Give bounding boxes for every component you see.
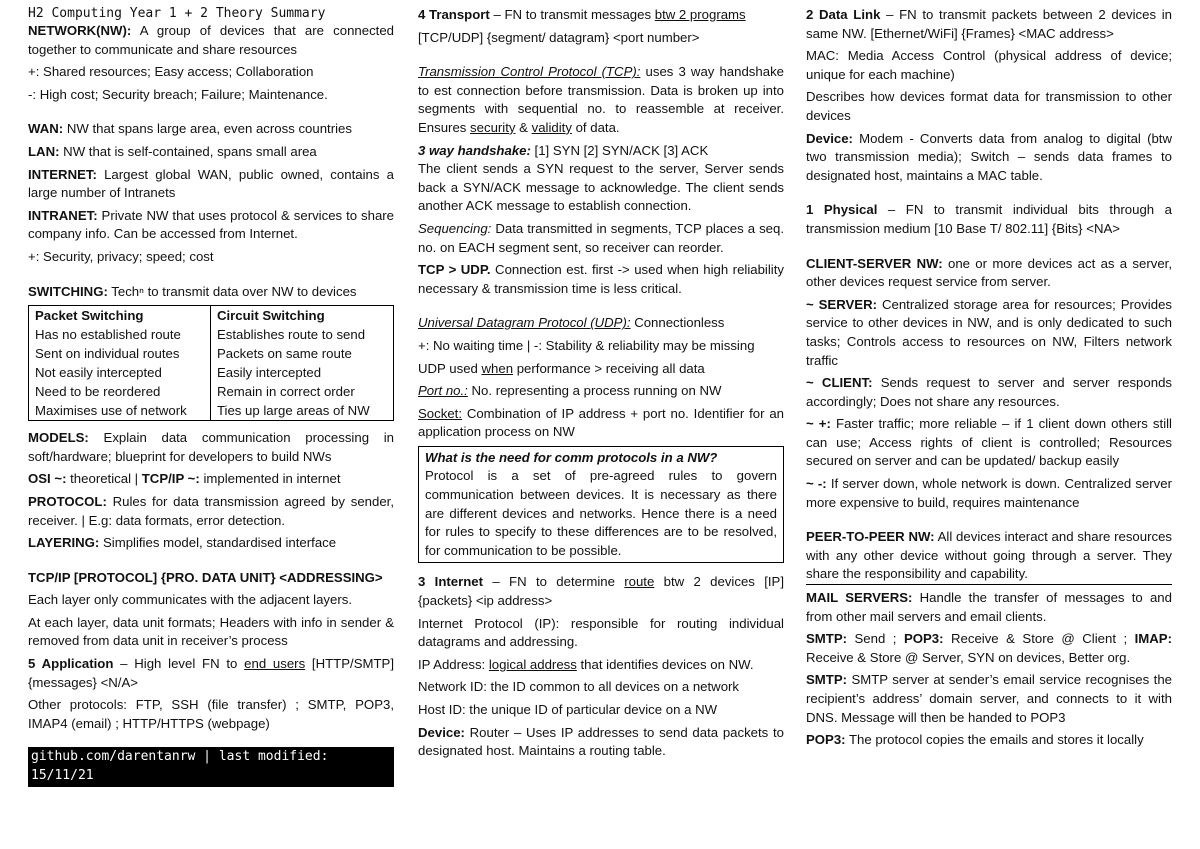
pop3-definition: POP3: The protocol copies the emails and stores it locally bbox=[806, 732, 1144, 748]
application-layer: 5 Application – High level FN to end users [HTTP/SMTP] {messages} <N/A> bbox=[28, 656, 394, 690]
footer-credit: github.com/darentanrw | last modified: 15/11/21 bbox=[28, 747, 394, 786]
question-text: What is the need for comm protocols in a NW? bbox=[425, 449, 718, 465]
host-id-definition: Host ID: the unique ID of particular device on a NW bbox=[418, 702, 718, 717]
intranet-advantages: +: Security, privacy; speed; cost bbox=[28, 248, 214, 264]
layer-note-2: At each layer, data unit formats; Headers with info in sender & removed from data unit in receiver’s process bbox=[28, 614, 394, 649]
layering-definition: LAYERING: Simplifies model, standardised interface bbox=[28, 535, 337, 551]
internet-layer: 3 Internet – FN to determine route btw 2 devices [IP] {packets} <ip address> bbox=[418, 574, 785, 609]
switching-table bbox=[28, 305, 394, 421]
table-row: Maximises use of network Ties up large areas of NW bbox=[29, 401, 394, 421]
physical-layer: 1 Physical – FN to transmit individual bits through a transmission medium [10 Base T/ 802.11] {Bits} <NA> bbox=[806, 202, 1173, 236]
modem-switch-definition: Device: Modem - Converts data from analog to digital (btw two transmission media); Switch – sends data frames to designated host, maintains a MAC table. bbox=[806, 130, 1172, 183]
client-definition: ~ CLIENT: Sends request to server and server responds accordingly; Does not share any resources. bbox=[806, 375, 1172, 409]
table-header: Circuit Switching bbox=[210, 306, 393, 326]
osi-tcpip-line: OSI ~: theoretical | TCP/IP ~: implemented in internet bbox=[28, 471, 341, 487]
intranet-definition: INTRANET: Private NW that uses protocol & services to share company info. Can be accessed from Internet. bbox=[28, 207, 394, 242]
smtp-definition: SMTP: SMTP server at sender’s email service recognises the recipient’s address’ domain server, and connects to it with DNS. Message will then be handed to POP3 bbox=[806, 672, 1172, 725]
document-title: H2 Computing Year 1 + 2 Theory Summary bbox=[28, 6, 326, 21]
layer-note-1: Each layer only communicates with the adjacent layers. bbox=[28, 592, 352, 608]
socket-definition: Socket: Combination of IP address + port no. Identifier for an application process on NW bbox=[418, 405, 784, 440]
wan-definition: WAN: NW that spans large area, even across countries bbox=[28, 121, 352, 137]
mac-definition: MAC: Media Access Control (physical address of device; unique for each machine) bbox=[806, 48, 1172, 82]
handshake-description: The client sends a SYN request to the server, Server sends back a SYN/ACK message to acknowledge. The client sends another ACK message to establish connection. bbox=[418, 161, 784, 214]
port-definition: Port no.: No. representing a process running on NW bbox=[418, 383, 722, 399]
mail-protocols-summary: SMTP: Send ; POP3: Receive & Store @ Client ; IMAP: Receive & Store @ Server, SYN on devices, Better org. bbox=[806, 631, 1172, 665]
client-server-disadvantages: ~ -: If server down, whole network is down. Centralized server more expensive to build, requires maintenance bbox=[806, 476, 1172, 510]
transport-layer: 4 Transport – FN to transmit messages btw 2 programs bbox=[418, 7, 746, 22]
protocol-question-box bbox=[418, 446, 784, 564]
table-row: Not easily intercepted Easily intercepted bbox=[29, 363, 394, 382]
table-row: Has no established route Establishes route to send bbox=[29, 325, 394, 344]
sequencing-definition: Sequencing: Data transmitted in segments, TCP places a seq. no. on EACH segment sent, so receiver can reorder. bbox=[418, 220, 784, 255]
table-header: Packet Switching bbox=[29, 306, 211, 326]
client-server-definition: CLIENT-SERVER NW: one or more devices act as a server, other devices request service from server. bbox=[806, 255, 1173, 290]
datalink-description: Describes how devices format data for transmission to other devices bbox=[806, 89, 1172, 123]
network-id-definition: Network ID: the ID common to all devices on a network bbox=[418, 679, 740, 695]
tcpip-model-heading: TCP/IP [PROTOCOL] {PRO. DATA UNIT} <ADDRESSING> bbox=[28, 569, 383, 585]
switching-definition: SWITCHING: Techⁿ to transmit data over NW to devices bbox=[28, 283, 357, 299]
udp-pros-cons: +: No waiting time | -: Stability & reliability may be missing bbox=[418, 337, 755, 353]
server-definition: ~ SERVER: Centralized storage area for resources; Provides service to other devices in NW, and is only dedicated to such tasks; Controls access to resources on NW, Filters network traffic bbox=[806, 296, 1172, 368]
handshake-heading: 3 way handshake: [1] SYN [2] SYN/ACK [3] ACK bbox=[418, 142, 709, 158]
table-row: Need to be reordered Remain in correct order bbox=[29, 382, 394, 401]
column-2 bbox=[418, 6, 784, 765]
other-protocols: Other protocols: FTP, SSH (file transfer) ; SMTP, POP3, IMAP4 (email) ; HTTP/HTTPS (webpage) bbox=[28, 697, 394, 731]
internet-definition: INTERNET: Largest global WAN, public owned, contains a large number of Intranets bbox=[28, 166, 394, 201]
models-definition: MODELS: Explain data communication processing in soft/hardware; blueprint for developers to build NWs bbox=[28, 430, 394, 464]
router-definition: Device: Router – Uses IP addresses to send data packets to designated host. Maintains a routing table. bbox=[418, 724, 784, 759]
client-server-advantages: ~ +: Faster traffic; more reliable – if 1 client down others still can use; Access rights of client is controlled; Resources secured on server and can be updated/ backup easily bbox=[806, 416, 1172, 469]
datalink-layer: 2 Data Link – FN to transmit packets between 2 devices in same NW. [Ethernet/WiFi] {Frames} <MAC address> bbox=[806, 7, 1173, 41]
network-advantages: +: Shared resources; Easy access; Collaboration bbox=[28, 64, 314, 80]
tcp-definition: Transmission Control Protocol (TCP): uses 3 way handshake to est connection before transmission. Data is broken up into segments with sequential no. to reassemble at receiver. Ensures security & validity of data. bbox=[418, 64, 784, 135]
network-disadvantages: -: High cost; Security breach; Failure; Maintenance. bbox=[28, 86, 328, 102]
transport-protocols: [TCP/UDP] {segment/ datagram} <port number> bbox=[418, 29, 700, 45]
table-row: Sent on individual routes Packets on same route bbox=[29, 344, 394, 363]
column-3 bbox=[806, 6, 1172, 754]
mail-servers-definition: MAIL SERVERS: Handle the transfer of messages to and from other mail servers and email clients. bbox=[806, 590, 1172, 624]
ip-definition: Internet Protocol (IP): responsible for routing individual datagrams and addressing. bbox=[418, 615, 784, 650]
udp-usage: UDP used when performance > receiving all data bbox=[418, 360, 705, 376]
protocol-definition: PROTOCOL: Rules for data transmission agreed by sender, receiver. | E.g: data formats, error detection. bbox=[28, 493, 394, 528]
column-1 bbox=[28, 6, 394, 787]
network-definition: NETWORK(NW): A group of devices that are connected together to communicate and share resources bbox=[28, 23, 394, 57]
tcp-vs-udp: TCP > UDP. Connection est. first -> used when high reliability necessary & transmission time is less critical. bbox=[418, 262, 784, 296]
udp-definition: Universal Datagram Protocol (UDP): Connectionless bbox=[418, 315, 725, 331]
ip-address-definition: IP Address: logical address that identifies devices on NW. bbox=[418, 656, 754, 672]
lan-definition: LAN: NW that is self-contained, spans small area bbox=[28, 143, 317, 159]
answer-text: Protocol is a set of pre-agreed rules to govern communication between devices. It is necessary as there are different devices and networks. Hence there is a need for rules to specify to these differences are to be resolved, for communication to be possible. bbox=[425, 468, 777, 558]
peer-to-peer-definition: PEER-TO-PEER NW: All devices interact and share resources with any other device without going through a server. They share the responsibility and capability. bbox=[806, 528, 1172, 585]
